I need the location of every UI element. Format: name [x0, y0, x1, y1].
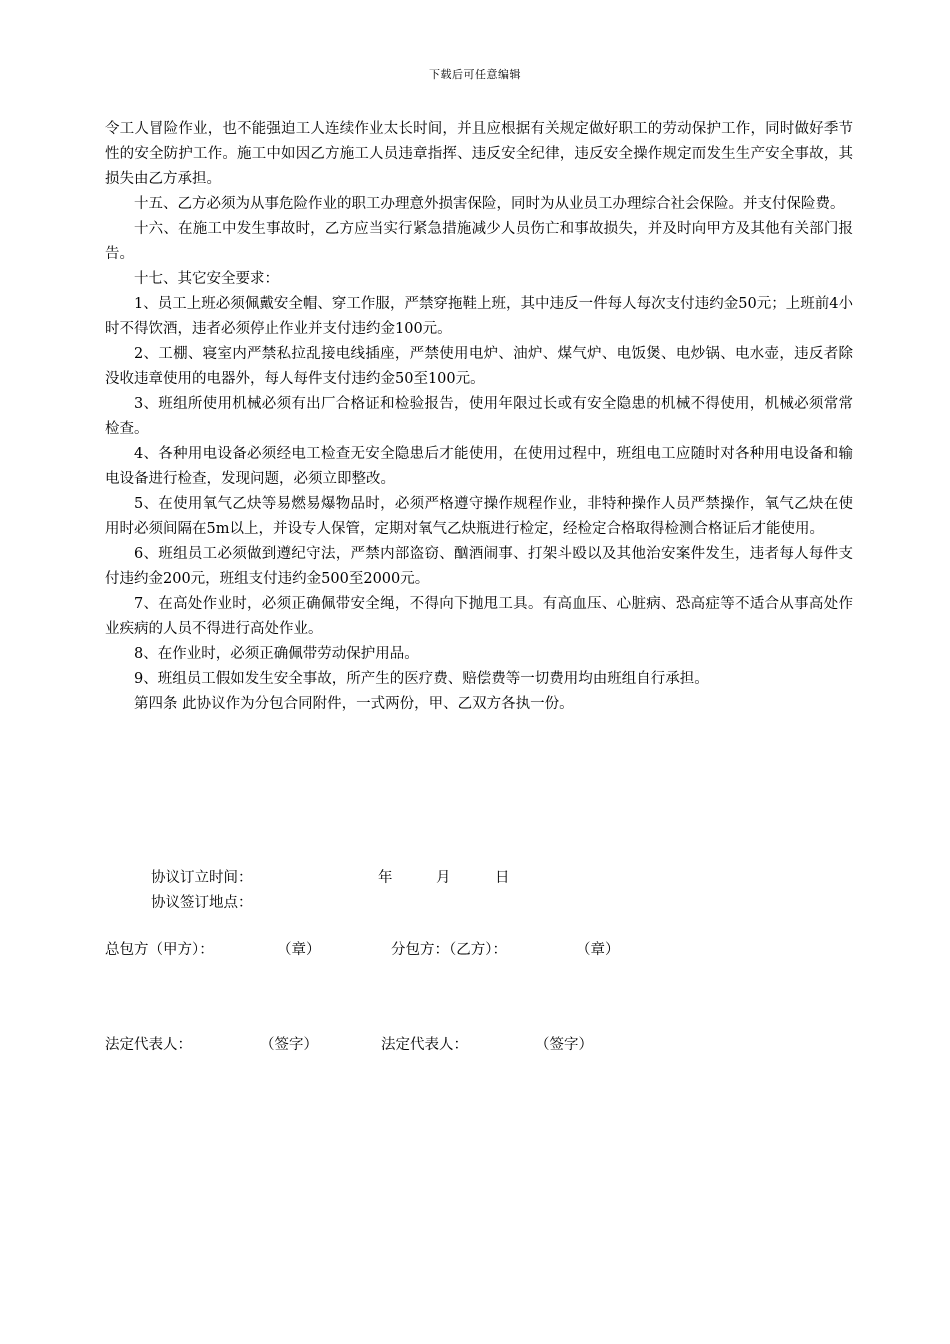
paragraph-item-1: 1、员工上班必须佩戴安全帽、穿工作服，严禁穿拖鞋上班，其中违反一件每人每次支付违约金50元；上班前4小时不得饮酒，违者必须停止作业并支付违约金100元。: [105, 296, 853, 337]
legal-rep-a-sign: （签字）: [260, 1037, 318, 1053]
party-b-seal: （章）: [576, 942, 620, 958]
agreement-date-label: 协议订立时间：: [151, 870, 253, 886]
date-year-label: 年: [378, 870, 393, 886]
party-a-seal: （章）: [277, 942, 321, 958]
legal-rep-a-label: 法定代表人：: [105, 1037, 192, 1053]
paragraph-article-4: 第四条 此协议作为分包合同附件，一式两份，甲、乙双方各执一份。: [134, 696, 574, 712]
party-a-label: 总包方（甲方）：: [105, 942, 214, 958]
agreement-body: [105, 117, 853, 717]
paragraph-item-4: 4、各种用电设备必须经电工检查无安全隐患后才能使用，在使用过程中，班组电工应随时对各种用电设备和输电设备进行检查，发现问题，必须立即整改。: [105, 446, 853, 487]
paragraph-clause-17: 十七、其它安全要求：: [134, 271, 279, 287]
paragraph-continuation: 令工人冒险作业，也不能强迫工人连续作业太长时间，并且应根据有关规定做好职工的劳动保护工作，同时做好季节性的安全防护工作。施工中如因乙方施工人员违章指挥、违反安全纪律，违反安全操作规定而发生生产安全事故，其损失由乙方承担。: [105, 121, 853, 187]
paragraph-item-2: 2、工棚、寝室内严禁私拉乱接电线插座，严禁使用电炉、油炉、煤气炉、电饭煲、电炒锅、电水壶，违反者除没收违章使用的电器外，每人每件支付违约金50至100元。: [105, 346, 853, 387]
paragraph-item-3: 3、班组所使用机械必须有出厂合格证和检验报告，使用年限过长或有安全隐患的机械不得使用，机械必须常常检查。: [105, 396, 853, 437]
paragraph-item-9: 9、班组员工假如发生安全事故，所产生的医疗费、赔偿费等一切费用均由班组自行承担。: [134, 671, 709, 687]
paragraph-clause-16: 十六、在施工中发生事故时，乙方应当实行紧急措施减少人员伤亡和事故损失，并及时向甲方及其他有关部门报告。: [105, 221, 853, 262]
agreement-place-label: 协议签订地点：: [151, 895, 253, 911]
page-header-note: 下载后可任意编辑: [429, 68, 521, 81]
date-day-label: 日: [495, 870, 510, 886]
date-month-label: 月: [436, 870, 451, 886]
paragraph-item-6: 6、班组员工必须做到遵纪守法，严禁内部盗窃、酗酒闹事、打架斗殴以及其他治安案件发生，违者每人每件支付违约金200元，班组支付违约金500至2000元。: [105, 546, 853, 587]
paragraph-item-8: 8、在作业时，必须正确佩带劳动保护用品。: [134, 646, 419, 662]
legal-rep-b-sign: （签字）: [535, 1037, 593, 1053]
paragraph-clause-15: 十五、乙方必须为从事危险作业的职工办理意外损害保险，同时为从业员工办理综合社会保险。并支付保险费。: [134, 196, 845, 212]
legal-rep-b-label: 法定代表人：: [381, 1037, 468, 1053]
party-b-label: 分包方：（乙方）：: [391, 942, 507, 958]
paragraph-item-7: 7、在高处作业时，必须正确佩带安全绳，不得向下抛甩工具。有高血压、心脏病、恐高症等不适合从事高处作业疾病的人员不得进行高处作业。: [105, 596, 853, 637]
paragraph-item-5: 5、在使用氧气乙炔等易燃易爆物品时，必须严格遵守操作规程作业，非特种操作人员严禁操作，氧气乙炔在使用时必须间隔在5m以上，并设专人保管，定期对氧气乙炔瓶进行检定，经检定合格取得检测合格证后才能使用。: [105, 496, 853, 537]
